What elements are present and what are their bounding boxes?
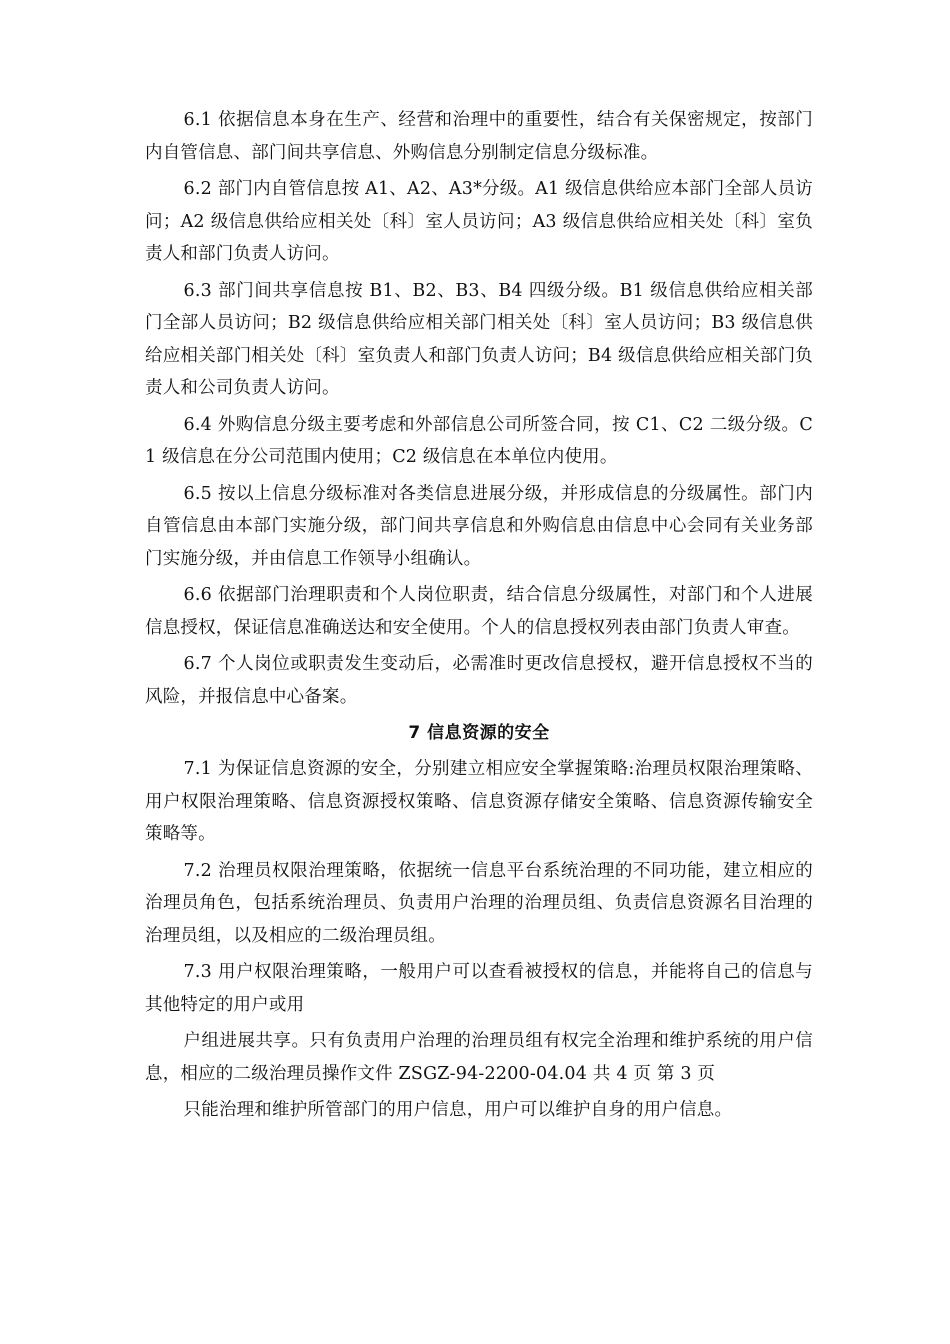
section-7-heading: 7 信息资源的安全 xyxy=(408,723,550,743)
document-page xyxy=(145,104,813,1131)
paragraph-7-3-continuation-2: 只能治理和维护所管部门的用户信息，用户可以维护自身的用户信息。 xyxy=(183,1100,733,1120)
paragraph-7-1: 7.1 为保证信息资源的安全，分别建立相应安全掌握策略:治理员权限治理策略、用户权限治理策略、信息资源授权策略、信息资源存储安全策略、信息资源传输安全策略等。 xyxy=(145,759,813,844)
paragraph-6-1: 6.1 依据信息本身在生产、经营和治理中的重要性，结合有关保密规定，按部门内自管信息、部门间共享信息、外购信息分别制定信息分级标准。 xyxy=(145,110,813,163)
paragraph-6-7: 6.7 个人岗位或职责发生变动后，必需准时更改信息授权，避开信息授权不当的风险，并报信息中心备案。 xyxy=(145,654,813,707)
paragraph-6-2: 6.2 部门内自管信息按 A1、A2、A3*分级。A1 级信息供给应本部门全部人员访问；A2 级信息供给应相关处〔科〕室人员访问；A3 级信息供给应相关处〔科〕室负责人和部门负责人访问。 xyxy=(145,179,813,264)
paragraph-7-3: 7.3 用户权限治理策略，一般用户可以查看被授权的信息，并能将自己的信息与其他特定的用户或用 xyxy=(145,962,813,1015)
paragraph-7-3-continuation: 户组进展共享。只有负责用户治理的治理员组有权完全治理和维护系统的用户信息，相应的二级治理员操作文件 ZSGZ-94-2200-04.04 共 4 页 第 3 页 xyxy=(145,1031,813,1084)
paragraph-6-6: 6.6 依据部门治理职责和个人岗位职责，结合信息分级属性，对部门和个人进展信息授权，保证信息准确送达和安全使用。个人的信息授权列表由部门负责人审查。 xyxy=(145,585,813,638)
paragraph-6-5: 6.5 按以上信息分级标准对各类信息进展分级，并形成信息的分级属性。部门内自管信息由本部门实施分级，部门间共享信息和外购信息由信息中心会同有关业务部门实施分级，并由信息工作领导小组确认。 xyxy=(145,483,813,569)
paragraph-6-3: 6.3 部门间共享信息按 B1、B2、B3、B4 四级分级。B1 级信息供给应相关部门全部人员访问；B2 级信息供给应相关部门相关处〔科〕室人员访问；B3 级信息供给应相关部门相关处〔科〕室负责人和部门负责人访问；B4 级信息供给应相关部门负责人和公司负责人访问。 xyxy=(145,280,813,398)
paragraph-6-4: 6.4 外购信息分级主要考虑和外部信息公司所签合同，按 C1、C2 二级分级。C1 级信息在分公司范围内使用；C2 级信息在本单位内使用。 xyxy=(145,414,813,467)
paragraph-7-2: 7.2 治理员权限治理策略，依据统一信息平台系统治理的不同功能，建立相应的治理员角色，包括系统治理员、负责用户治理的治理员组、负责信息资源名目治理的治理员组，以及相应的二级治理员组。 xyxy=(145,860,813,946)
